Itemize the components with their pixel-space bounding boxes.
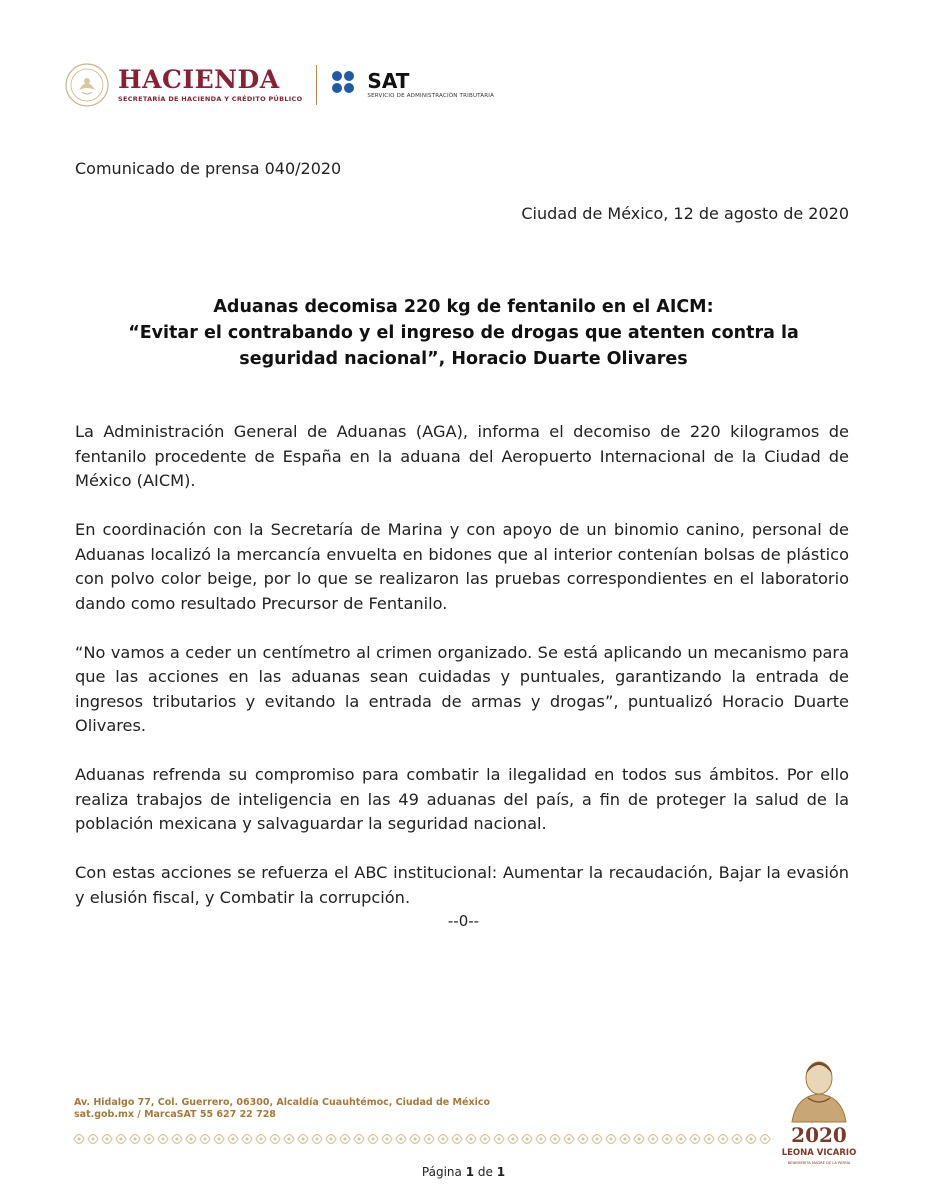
release-number: Comunicado de prensa 040/2020	[75, 159, 342, 178]
page-current: 1	[465, 1165, 475, 1179]
address-line: Av. Hidalgo 77, Col. Guerrero, 06300, Alcaldía Cuauhtémoc, Ciudad de México	[74, 1097, 490, 1108]
headline-line: seguridad nacional”, Horacio Duarte Olivares	[239, 349, 688, 369]
page-total: 1	[496, 1165, 506, 1179]
header-divider	[316, 65, 317, 105]
dateline: Ciudad de México, 12 de agosto de 2020	[521, 204, 849, 223]
contact-line: sat.gob.mx / MarcaSAT 55 627 22 728	[74, 1109, 276, 1120]
emblem-tagline: BENEMÉRITA MADRE DE LA PATRIA	[787, 1161, 851, 1165]
emblem-name: LEONA VICARIO	[781, 1148, 857, 1158]
sat-title: SAT	[367, 69, 410, 93]
hacienda-title: HACIENDA	[118, 65, 280, 94]
letterhead	[64, 60, 494, 110]
leona-vicario-emblem	[778, 1052, 860, 1170]
headline-line: Aduanas decomisa 220 kg de fentanilo en el AICM:	[213, 297, 714, 317]
article-body	[75, 420, 849, 935]
body-paragraph: En coordinación con la Secretaría de Marina y con apoyo de un binomio canino, personal de Aduanas localizó la mercancía envuelta en bidones que al interior contenían bolsas de plástico con polvo color beige, por lo que se realizaron las pruebas correspondientes en el laboratorio dando como resultado Precursor de Fentanilo.	[75, 520, 849, 613]
sat-dots-icon	[331, 70, 361, 100]
sat-logo	[331, 70, 494, 100]
page-number	[0, 1165, 927, 1179]
mexican-coat-of-arms-icon	[64, 62, 110, 108]
hacienda-subtitle: SECRETARÍA DE HACIENDA Y CRÉDITO PÚBLICO	[118, 95, 303, 103]
sat-subtitle: SERVICIO DE ADMINISTRACIÓN TRIBUTARIA	[367, 93, 495, 99]
decorative-pattern-band	[72, 1128, 774, 1150]
body-paragraph: “No vamos a ceder un centímetro al crimen organizado. Se está aplicando un mecanismo para que las acciones en las aduanas sean cuidadas y puntuales, garantizando la entrada de ingresos tributarios y evitando la entrada de armas y drogas”, puntualizó Horacio Duarte Olivares.	[75, 642, 849, 735]
body-paragraph: Aduanas refrenda su compromiso para combatir la ilegalidad en todos sus ámbitos. Por ello realiza trabajos de inteligencia en las 49 aduanas del país, a fin de proteger la salud de la población mexicana y salvaguardar la seguridad nacional.	[75, 765, 849, 833]
hacienda-logo	[118, 67, 302, 103]
headline-line: “Evitar el contrabando y el ingreso de drogas que atenten contra la	[128, 323, 799, 343]
footer-address	[74, 1097, 490, 1121]
page-label: Página	[421, 1165, 462, 1179]
body-paragraph: Con estas acciones se refuerza el ABC institucional: Aumentar la recaudación, Bajar la evasión y elusión fiscal, y Combatir la corrupción.	[75, 863, 849, 907]
page-of: de	[477, 1165, 493, 1179]
closing-mark: --0--	[447, 912, 480, 930]
body-paragraph: La Administración General de Aduanas (AGA), informa el decomiso de 220 kilogramos de fentanilo procedente de España en la aduana del Aeropuerto Internacional de la Ciudad de México (AICM).	[75, 422, 849, 490]
headline	[100, 294, 827, 372]
emblem-year: 2020	[791, 1123, 847, 1147]
